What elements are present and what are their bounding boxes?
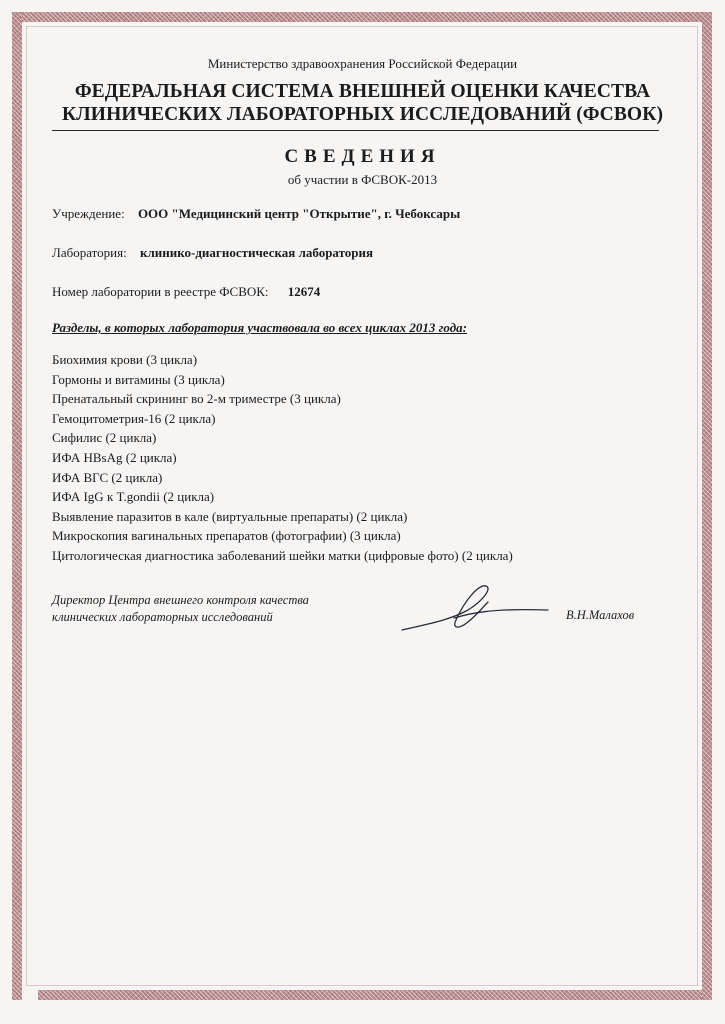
signature-icon [398, 580, 558, 636]
header-divider [52, 130, 659, 131]
laboratory-label: Лаборатория: [52, 245, 127, 260]
list-item: Биохимия крови (3 цикла) [52, 352, 198, 367]
signer-name: В.Н.Малахов [566, 608, 635, 622]
organization-title-line1: ФЕДЕРАЛЬНАЯ СИСТЕМА ВНЕШНЕЙ ОЦЕНКИ КАЧЕСТВА [74, 81, 651, 102]
list-item: ИФА IgG к T.gondii (2 цикла) [52, 489, 215, 505]
institution-field [52, 206, 460, 222]
ornamental-border-bottom [38, 990, 712, 1000]
list-item: ИФА HBsAg (2 цикла) [52, 449, 177, 465]
list-item: ИФА ВГС (2 цикла) [52, 469, 163, 485]
list-item: Цитологическая диагностика заболеваний шейки матки (цифровые фото) (2 цикла) [52, 547, 513, 563]
list-item: Гемоцитометрия-16 (2 цикла) [52, 410, 216, 426]
organization-title-line2: КЛИНИЧЕСКИХ ЛАБОРАТОРНЫХ ИССЛЕДОВАНИЙ (ФСВОК) [61, 104, 664, 125]
registry-number-label: Номер лаборатории в реестре ФСВОК: [52, 284, 269, 299]
organization-title [40, 80, 685, 126]
director-title-line1: Директор Центра внешнего контроля качества [52, 593, 309, 607]
director-title-line2: клинических лабораторных исследований [52, 610, 273, 624]
laboratory-field [52, 245, 373, 261]
document-title: СВЕДЕНИЯ [284, 146, 441, 167]
list-item: Выявление паразитов в кале (виртуальные препараты) (2 цикла) [52, 508, 408, 524]
institution-label: Учреждение: [52, 206, 125, 221]
registry-number-field [52, 284, 320, 300]
director-title [52, 592, 309, 626]
list-item: Гормоны и витамины (3 цикла) [52, 371, 225, 387]
registry-number-value: 12674 [287, 284, 321, 299]
list-item: Микроскопия вагинальных препаратов (фотографии) (3 цикла) [52, 528, 401, 544]
ornamental-border-top [12, 12, 712, 22]
list-item: Пренатальный скрининг во 2-м триместре (3 цикла) [52, 391, 341, 407]
document-subtitle: об участии в ФСВОК-2013 [287, 172, 438, 187]
list-item: Сифилис (2 цикла) [52, 430, 157, 446]
laboratory-value: клинико-диагностическая лаборатория [139, 245, 374, 260]
ministry-name: Министерство здравоохранения Российской Федерации [207, 56, 518, 71]
sections-list [52, 350, 513, 566]
sections-heading: Разделы, в которых лаборатория участвовала во всех циклах 2013 года: [52, 320, 468, 335]
institution-value: ООО "Медицинский центр "Открытие", г. Чебоксары [137, 206, 461, 221]
